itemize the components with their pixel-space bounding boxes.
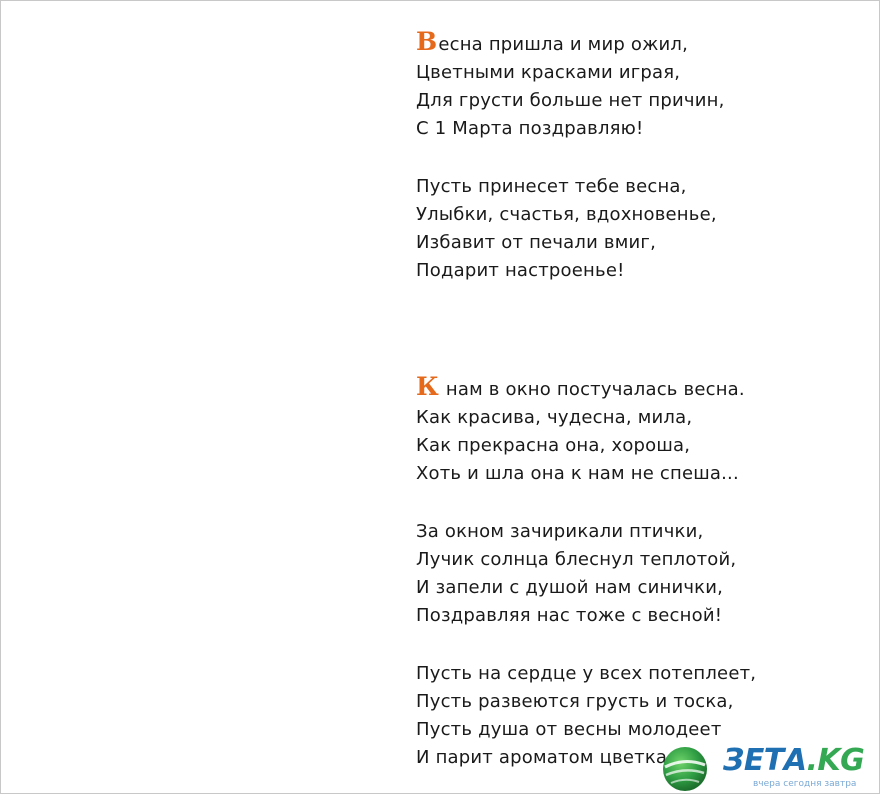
poem-spring-knocked	[416, 373, 756, 802]
poem-line	[416, 373, 756, 404]
poem-line: Избавит от печали вмиг,	[416, 232, 656, 253]
drop-cap: К	[416, 372, 439, 401]
drop-cap: В	[416, 27, 438, 56]
poem-line: И парит ароматом цветка	[416, 747, 668, 768]
brand-domain: .KG	[806, 743, 865, 778]
globe-icon	[661, 745, 709, 793]
poem-line: Поздравляя нас тоже с весной!	[416, 605, 723, 626]
poem-line: И запели с душой нам синички,	[416, 577, 724, 598]
watermark-brand	[723, 745, 864, 777]
poem-line	[416, 28, 725, 59]
poem-spring-came	[416, 28, 725, 315]
stanza	[416, 518, 756, 630]
poem-line: Подарит настроенье!	[416, 260, 625, 281]
watermark-logo	[661, 739, 880, 795]
poem-line: Хоть и шла она к нам не спеша...	[416, 463, 739, 484]
poem-line: Улыбки, счастья, вдохновенье,	[416, 204, 717, 225]
line-text: есна пришла и мир ожил,	[438, 34, 689, 55]
poem-line: Пусть на сердце у всех потеплеет,	[416, 663, 757, 684]
poem-line: Как красива, чудесна, мила,	[416, 407, 693, 428]
stanza	[416, 173, 725, 285]
poem-line: С 1 Марта поздравляю!	[416, 118, 644, 139]
poem-line: За окном зачирикали птички,	[416, 521, 704, 542]
stanza	[416, 28, 725, 143]
poem-line: Как прекрасна она, хороша,	[416, 435, 691, 456]
watermark-tagline: вчера сегодня завтра	[753, 779, 857, 789]
line-text: нам в окно постучалась весна.	[439, 379, 745, 400]
brand-name: ЗЕТА	[723, 743, 807, 778]
poem-line: Пусть развеются грусть и тоска,	[416, 691, 734, 712]
poem-line: Лучик солнца блеснул теплотой,	[416, 549, 737, 570]
poem-line: Для грусти больше нет причин,	[416, 90, 725, 111]
stanza	[416, 373, 756, 488]
poem-line: Пусть душа от весны молодеет	[416, 719, 722, 740]
poem-line: Пусть принесет тебе весна,	[416, 176, 687, 197]
poem-line: Цветными красками играя,	[416, 62, 681, 83]
